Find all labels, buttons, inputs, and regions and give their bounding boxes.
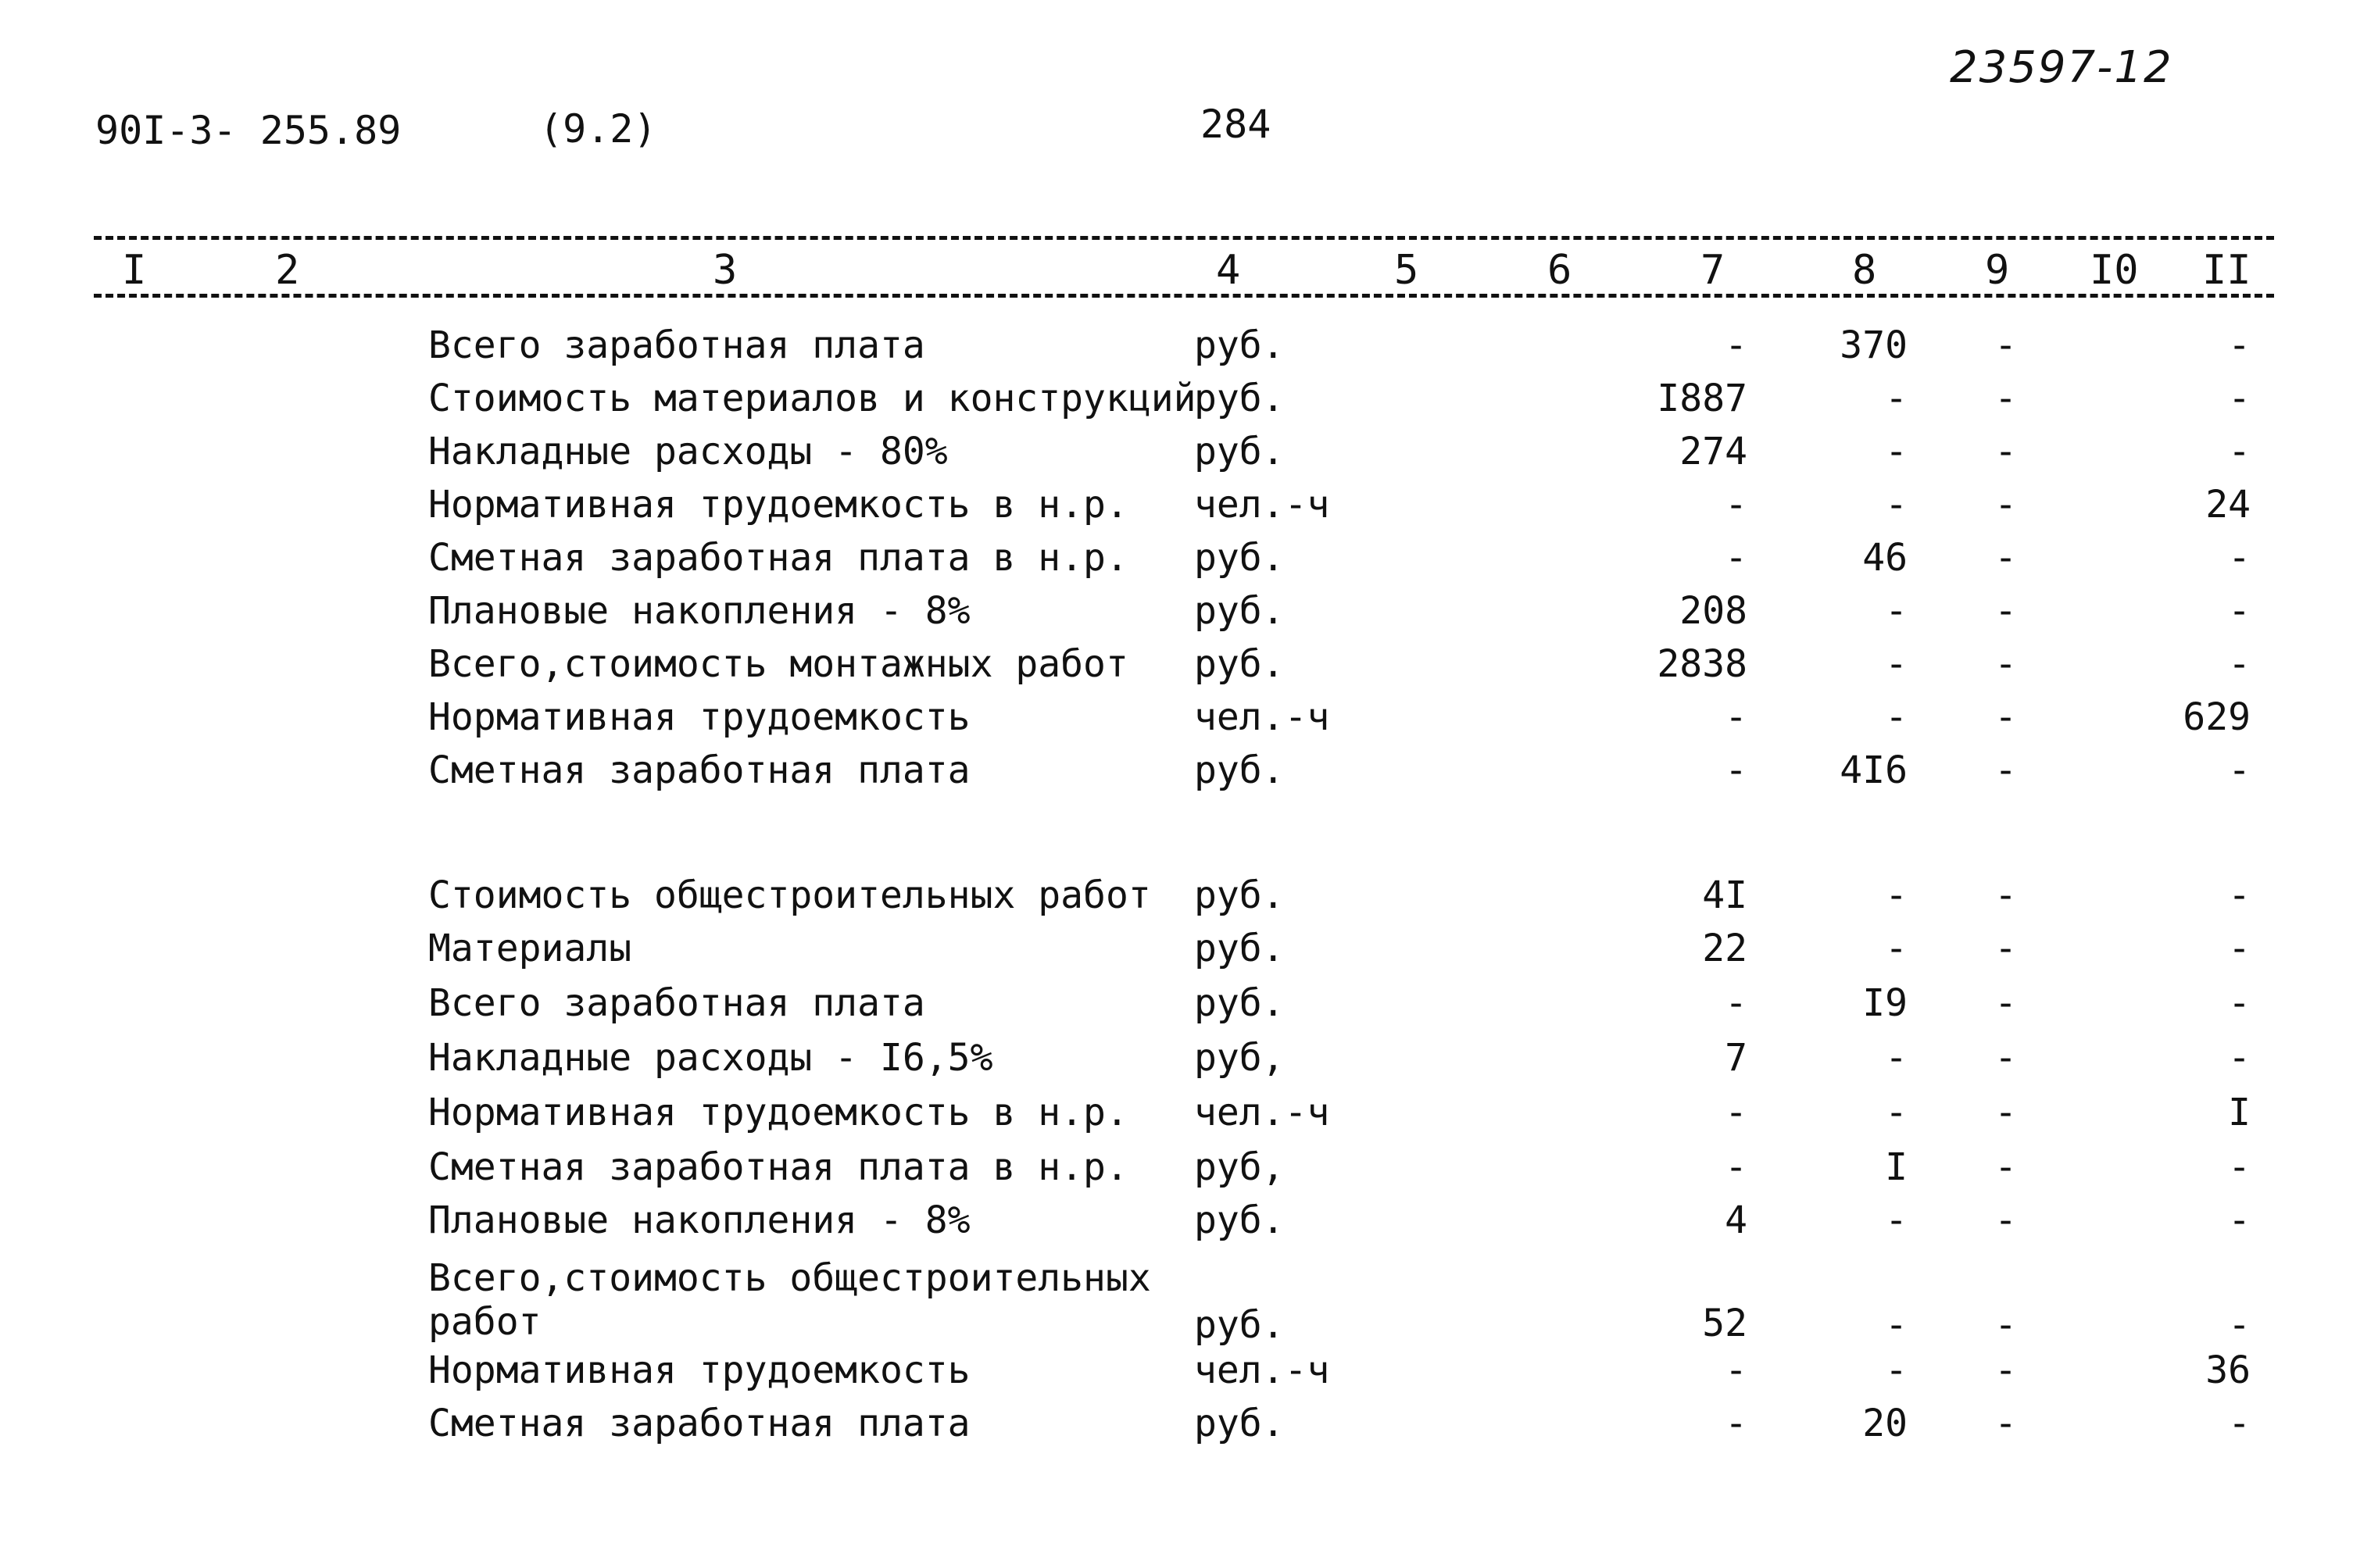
column-7-value: - <box>1725 695 1747 739</box>
row-label: Плановые накопления - 8% <box>428 1198 971 1242</box>
row-label: Плановые накопления - 8% <box>428 589 971 633</box>
column-8-value: - <box>1885 483 1908 527</box>
section-number: (9.2) <box>539 106 657 152</box>
table-row <box>0 927 2353 980</box>
column-11-value: - <box>2228 323 2251 367</box>
column-11-value: - <box>2228 748 2251 792</box>
column-7-value: 22 <box>1702 927 1747 970</box>
row-label: Стоимость материалов и конструкций <box>428 377 1196 420</box>
column-8-value: - <box>1885 589 1908 633</box>
column-9-value: - <box>1994 377 2017 420</box>
column-8-value: - <box>1885 695 1908 739</box>
table-row <box>0 430 2353 483</box>
row-unit: чел.-ч <box>1194 1348 1330 1392</box>
column-7-value: - <box>1725 748 1747 792</box>
row-unit: руб, <box>1194 1036 1285 1080</box>
column-8-value: I9 <box>1862 981 1908 1025</box>
table-row <box>0 642 2353 695</box>
column-8-value: 20 <box>1862 1402 1908 1445</box>
row-label: Накладные расходы - I6,5% <box>428 1036 993 1080</box>
column-9-value: - <box>1994 323 2017 367</box>
column-11-value: 36 <box>2205 1348 2251 1392</box>
row-unit: руб. <box>1194 927 1285 970</box>
row-label: Всего заработная плата <box>428 323 925 367</box>
column-7-value: 4I <box>1702 873 1747 917</box>
table-row <box>0 748 2353 802</box>
column-8-value: 4I6 <box>1840 748 1908 792</box>
row-label: Сметная заработная плата в н.р. <box>428 1145 1128 1189</box>
column-9-value: - <box>1994 1036 2017 1080</box>
column-11-value: 629 <box>2183 695 2251 739</box>
column-8-value: - <box>1885 873 1908 917</box>
row-label: Стоимость общестроительных работ <box>428 873 1151 917</box>
column-8-value: 370 <box>1840 323 1908 367</box>
table-row <box>0 695 2353 748</box>
row-unit: руб, <box>1194 1145 1285 1189</box>
column-11-value: - <box>2228 377 2251 420</box>
column-8-value: I <box>1885 1145 1908 1189</box>
row-label: Всего,стоимость монтажных работ <box>428 642 1128 686</box>
column-7-value: 7 <box>1725 1036 1747 1080</box>
table-row <box>0 1091 2353 1144</box>
table-row <box>0 1348 2353 1402</box>
row-unit: руб. <box>1194 642 1285 686</box>
table-row <box>0 873 2353 927</box>
row-label: Нормативная трудоемкость в н.р. <box>428 483 1128 527</box>
column-11-value: 24 <box>2205 483 2251 527</box>
column-8-value: - <box>1885 1348 1908 1392</box>
table-row <box>0 536 2353 589</box>
column-9-value: - <box>1994 927 2017 970</box>
column-number-1: I <box>122 247 147 294</box>
row-unit: руб. <box>1194 377 1285 420</box>
column-7-value: 208 <box>1679 589 1747 633</box>
row-unit: чел.-ч <box>1194 1091 1330 1134</box>
archive-number: 23597-12 <box>1950 42 2173 93</box>
row-unit: руб. <box>1194 981 1285 1025</box>
table-row <box>0 1402 2353 1455</box>
row-unit: руб. <box>1194 748 1285 792</box>
column-number-4: 4 <box>1216 247 1241 294</box>
column-7-value: - <box>1725 323 1747 367</box>
table-row <box>0 981 2353 1034</box>
column-7-value: 274 <box>1679 430 1747 473</box>
column-7-value: 52 <box>1702 1302 1747 1345</box>
column-9-value: - <box>1994 589 2017 633</box>
column-11-value: - <box>2228 536 2251 580</box>
column-9-value: - <box>1994 1402 2017 1445</box>
row-label: Нормативная трудоемкость <box>428 1348 971 1392</box>
column-11-value: - <box>2228 1036 2251 1080</box>
row-unit: руб. <box>1194 323 1285 367</box>
column-9-value: - <box>1994 430 2017 473</box>
column-7-value: 4 <box>1725 1198 1747 1242</box>
row-unit: руб. <box>1194 873 1285 917</box>
row-unit: чел.-ч <box>1194 483 1330 527</box>
column-11-value: - <box>2228 1303 2251 1347</box>
document-code: 90I-3- 255.89 <box>95 108 402 153</box>
row-unit: чел.-ч <box>1194 695 1330 739</box>
column-9-value: - <box>1994 1198 2017 1242</box>
column-8-value: - <box>1885 430 1908 473</box>
column-7-value: - <box>1725 1091 1747 1134</box>
column-8-value: 46 <box>1862 536 1908 580</box>
row-label: Накладные расходы - 80% <box>428 430 948 473</box>
column-number-5: 5 <box>1394 247 1419 294</box>
table-row <box>0 483 2353 536</box>
row-unit: руб. <box>1194 430 1285 473</box>
header-bottom-rule <box>94 294 2274 298</box>
column-number-6: 6 <box>1547 247 1572 294</box>
table-row <box>0 589 2353 642</box>
column-number-9: 9 <box>1985 247 2010 294</box>
column-8-value: - <box>1885 642 1908 686</box>
column-9-value: - <box>1994 695 2017 739</box>
column-11-value: - <box>2228 642 2251 686</box>
column-8-value: - <box>1885 927 1908 970</box>
column-7-value: - <box>1725 981 1747 1025</box>
column-8-value: - <box>1885 1198 1908 1242</box>
column-7-value: 2838 <box>1657 642 1747 686</box>
column-9-value: - <box>1994 1348 2017 1392</box>
table-row <box>0 1145 2353 1198</box>
column-number-3: 3 <box>713 247 738 294</box>
column-7-value: I887 <box>1657 377 1747 420</box>
column-11-value: - <box>2228 589 2251 633</box>
column-7-value: - <box>1725 483 1747 527</box>
column-11-value: - <box>2228 430 2251 473</box>
table-row <box>0 1198 2353 1252</box>
row-unit: руб. <box>1194 536 1285 580</box>
column-11-value: I <box>2228 1091 2251 1134</box>
table-row <box>0 1256 2353 1350</box>
row-unit: руб. <box>1194 1303 1285 1347</box>
row-label: Сметная заработная плата в н.р. <box>428 536 1128 580</box>
row-label: Нормативная трудоемкость <box>428 695 971 739</box>
column-9-value: - <box>1994 1145 2017 1189</box>
column-number-8: 8 <box>1852 247 1877 294</box>
table-row <box>0 377 2353 430</box>
row-label: Нормативная трудоемкость в н.р. <box>428 1091 1128 1134</box>
row-label: Сметная заработная плата <box>428 748 971 792</box>
row-label: Всего,стоимость общестроительных работ <box>428 1256 1151 1344</box>
column-9-value: - <box>1994 536 2017 580</box>
column-number-11: II <box>2202 247 2251 294</box>
table-row <box>0 1036 2353 1089</box>
column-11-value: - <box>2228 1198 2251 1242</box>
column-9-value: - <box>1994 748 2017 792</box>
row-label: Материалы <box>428 927 632 970</box>
column-7-value: - <box>1725 1402 1747 1445</box>
column-11-value: - <box>2228 927 2251 970</box>
column-11-value: - <box>2228 1145 2251 1189</box>
column-9-value: - <box>1994 873 2017 917</box>
column-11-value: - <box>2228 873 2251 917</box>
column-9-value: - <box>1994 1091 2017 1134</box>
row-label: Всего заработная плата <box>428 981 925 1025</box>
row-unit: руб. <box>1194 1198 1285 1242</box>
column-11-value: - <box>2228 981 2251 1025</box>
column-9-value: - <box>1994 642 2017 686</box>
column-7-value: - <box>1725 1145 1747 1189</box>
row-label: Сметная заработная плата <box>428 1402 971 1445</box>
column-number-10: I0 <box>2090 247 2139 294</box>
column-8-value: - <box>1885 1091 1908 1134</box>
column-7-value: - <box>1725 1348 1747 1392</box>
row-unit: руб. <box>1194 1402 1285 1445</box>
page-number: 284 <box>1200 102 1271 147</box>
row-unit: руб. <box>1194 589 1285 633</box>
column-number-2: 2 <box>275 247 300 294</box>
column-8-value: - <box>1885 377 1908 420</box>
column-9-value: - <box>1994 981 2017 1025</box>
column-9-value: - <box>1994 483 2017 527</box>
column-8-value: - <box>1885 1036 1908 1080</box>
column-8-value: - <box>1885 1303 1908 1347</box>
column-11-value: - <box>2228 1402 2251 1445</box>
column-number-7: 7 <box>1700 247 1725 294</box>
table-row <box>0 323 2353 377</box>
column-7-value: - <box>1725 536 1747 580</box>
column-9-value: - <box>1994 1303 2017 1347</box>
header-top-rule <box>94 236 2274 240</box>
